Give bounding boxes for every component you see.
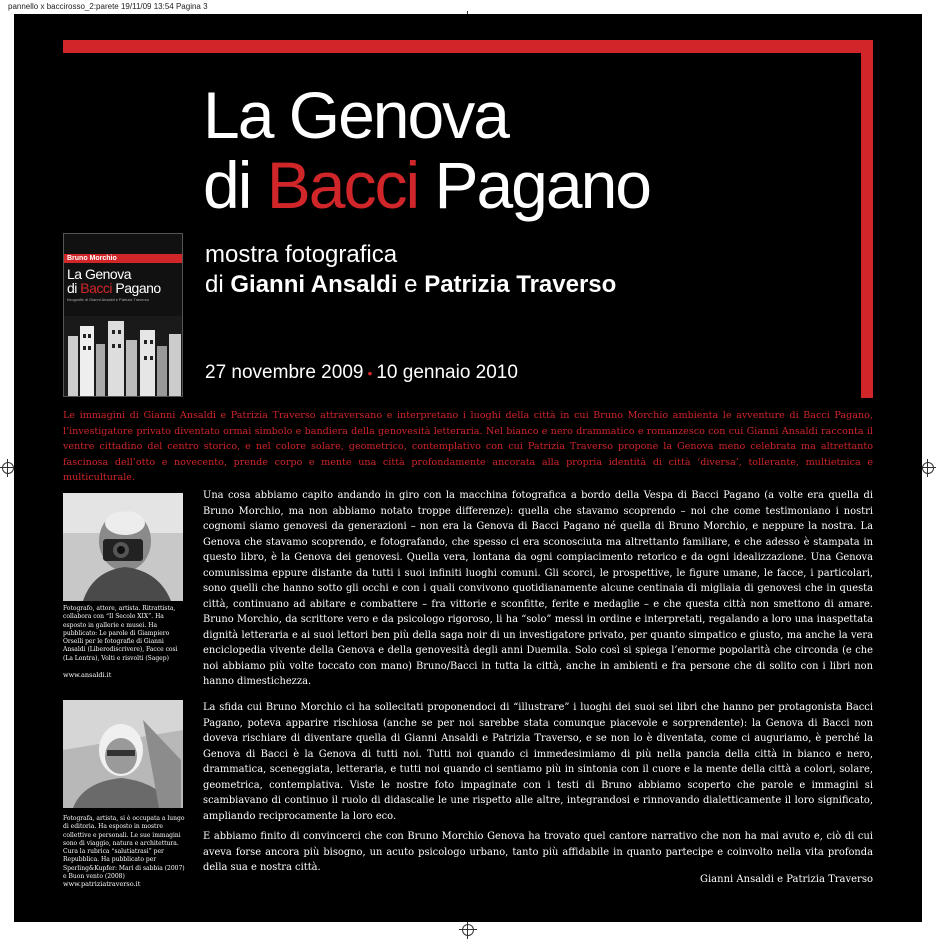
book-cover-title-highlight: Bacci xyxy=(80,280,113,296)
book-cover-title-line-2 xyxy=(67,281,179,295)
book-cover-author: Bruno Morchio xyxy=(64,254,182,263)
registration-mark-icon xyxy=(922,462,934,474)
exhibition-dates xyxy=(205,362,518,384)
photographer-bio-1: Fotografo, attore, artista. Ritrattista, collabora con “Il Secolo XIX”. Ha esposto in gallerie e musei. Ha pubblicato: Le parole di Giampiero Orselli per le fotografie di Gianni Ansaldi (Liberodiscrivere), Facce così (La Lontra), Volti e risvolti (Sagep) xyxy=(63,605,178,662)
website-link-1[interactable]: www.ansaldi.it xyxy=(63,671,112,679)
author-name-2: Patrizia Traverso xyxy=(424,271,617,298)
body-paragraph-3: E abbiamo finito di convincerci che con Bruno Morchio Genova ha trovato quel cantore narrativo che non ha mai avuto e, ciò di cui aveva forse ancora più bisogno, un acuto psicologo urbano, tanto più affidabile in quanto partecipe e coinvolto nella vita profonda della sua e nostra città. xyxy=(203,831,873,873)
photographer-portrait-1 xyxy=(63,493,183,601)
start-date: 27 novembre 2009 xyxy=(205,362,364,383)
photographer-portrait-2 xyxy=(63,700,183,808)
title-suffix: Pagano xyxy=(418,148,650,222)
exhibition-title xyxy=(203,80,650,220)
date-separator: • xyxy=(367,365,373,381)
intro-paragraph: Le immagini di Gianni Ansaldi e Patrizia Traverso attraversano e interpretano i luoghi della città in cui Bruno Morchio ambienta le avventure di Bacci Pagano, l’investigatore privato diventato ormai simbolo e bandiera della genovesità letteraria. Nel bianco e nero drammatico e romanzesco con cui Gianni Ansaldi racconta il ventre cittadino del centro storico, e nel colore solare, geometrico, contemplativo con cui Patrizia Traverso propone la Genova meno celebrata ma altrettanto fascinosa dell’otto e novecento, prende corpo e mente una città profondamente ancorata alla propria identità di città ‘diversa’, tollerante, multietnica e multiculturale. xyxy=(63,410,873,483)
subtitle-conjunction: e xyxy=(397,271,425,298)
subtitle-line-1: mostra fotografica xyxy=(205,241,398,268)
cityscape-image xyxy=(64,316,182,396)
book-cover-title-line-1: La Genova xyxy=(67,266,131,282)
body-paragraph-1: Una cosa abbiamo capito andando in giro con la macchina fotografica a bordo della Vespa di Bacci Pagano (a volte era quella di Bruno Morchio, ma non abbiamo notato troppe differenze): quella che stavamo scoprendo – noi che come testimoniano i nostri cognomi siamo genovesi da generazioni – non era la Genova di Bacci Pagano né quella di Bruno Morchio, e neppure la nostra. La Genova che stavamo scoprendo, e fotografando, che spesso ci era sconosciuta ma altrettanto familiare, e che adesso è stampata in questo libro, è la Genova dei genovesi. Quella vera, lontana da ogni compiacimento retorico e da ogni idealizzazione. Una Genova comunissima eppure distante da tutti i suoi infiniti luoghi comuni. Gli scorci, le prospettive, le figure umane, le facce, i particolari, sono quelli che hanno sotto gli occhi e con i quali convivono quotidianamente alcune centinaia di migliaia di genovesi che in questa città, continuano ad abitare e combattere – fra vittorie e sconfitte, ferite e medaglie – e che questa città non smettono di amare. Bruno Morchio, da scrittore vero e da psicologo rigoroso, li ha “solo” messi in ordine e interpretati, regalando a loro una inaspettata dignità letteraria e ai suoi lettori ben più della saga noir di un investigatore privato, per quanto simpatico e giusto, ma anche la vera enciclopedia vivente della Genova e della genovesità degli anni Duemila. Solo così si spiega l’enorme popolarità che circonda (e che noi abbiamo più volte toccato con mano) Bruno/Bacci in tutta la città, anche in ambienti e fra persone che di solito con i libri non hanno dimestichezza. xyxy=(203,490,873,687)
book-cover-title xyxy=(67,267,179,295)
author-name-1: Gianni Ansaldi xyxy=(230,271,398,298)
book-cover-title-suffix: Pagano xyxy=(112,280,161,296)
end-date: 10 gennaio 2010 xyxy=(376,362,518,383)
title-highlight: Bacci xyxy=(266,148,419,222)
book-cover xyxy=(63,233,183,397)
title-line-1: La Genova xyxy=(203,78,508,152)
print-slug: pannello x baccirosso_2:parete 19/11/09 13:54 Pagina 3 xyxy=(8,2,208,11)
exhibition-subtitle xyxy=(205,240,616,300)
portrait-image xyxy=(63,493,183,601)
signature: Gianni Ansaldi e Patrizia Traverso xyxy=(700,874,873,885)
book-cover-title-prefix: di xyxy=(67,280,81,296)
book-cover-subtitle: fotografie di Gianni Ansaldi e Patrizia Traverso xyxy=(67,297,150,302)
registration-mark-icon xyxy=(462,924,474,936)
subtitle-line-2 xyxy=(205,270,616,300)
red-frame-top xyxy=(63,40,873,53)
title-line-2 xyxy=(203,150,650,220)
website-link-2[interactable]: www.patriziatraverso.it xyxy=(63,880,141,888)
red-frame-right xyxy=(861,40,873,398)
portrait-image xyxy=(63,700,183,808)
photographer-bio-2: Fotografa, artista, si è occupata a lungo di editoria. Ha esposto in mostre collettive e personali. Le sue immagini sono di viaggio, natura e architettura. Cura la rubrica “salutiatrasi” per Repubblica. Ha pubblicato per Sperling&Kupfer: Mari di sabbia (2007) e Buon vento (2008) xyxy=(63,815,185,881)
registration-mark-icon xyxy=(2,462,14,474)
title-prefix: di xyxy=(203,148,267,222)
body-paragraph-2: La sfida cui Bruno Morchio ci ha sollecitati proponendoci di “illustrare” i luoghi dei suoi sei libri che hanno per protagonista Bacci Pagano, poteva apparire rischiosa (anche se per noi sarebbe stata comunque piacevole e sorprendente): la Genova di Bacci non doveva rischiare di diventare quella di Gianni Ansaldi e Patrizia Traverso, e se non lo è diventata, come ci auguriamo, è perché la Genova di Bacci è la Genova di tutti noi. Tutti noi quando ci immedesimiamo di più nella pancia della città in bianco e nero, drammatica, sceneggiata, letteraria, e tutti noi quando ci sentiamo più in sintonia con il cuore e la mente della città a colori, solare, geometrica, contemplativa. Viste le nostre foto impaginate con i testi di Bruno abbiamo scoperto che parole e immagini si scambiavano di continuo il ruolo di didascalie le une rispetto alle altre, integrandosi e rinnovando dialetticamente il loro significato, ampliando reciprocamente la loro eco. xyxy=(203,702,873,822)
subtitle-prefix: di xyxy=(205,271,231,298)
